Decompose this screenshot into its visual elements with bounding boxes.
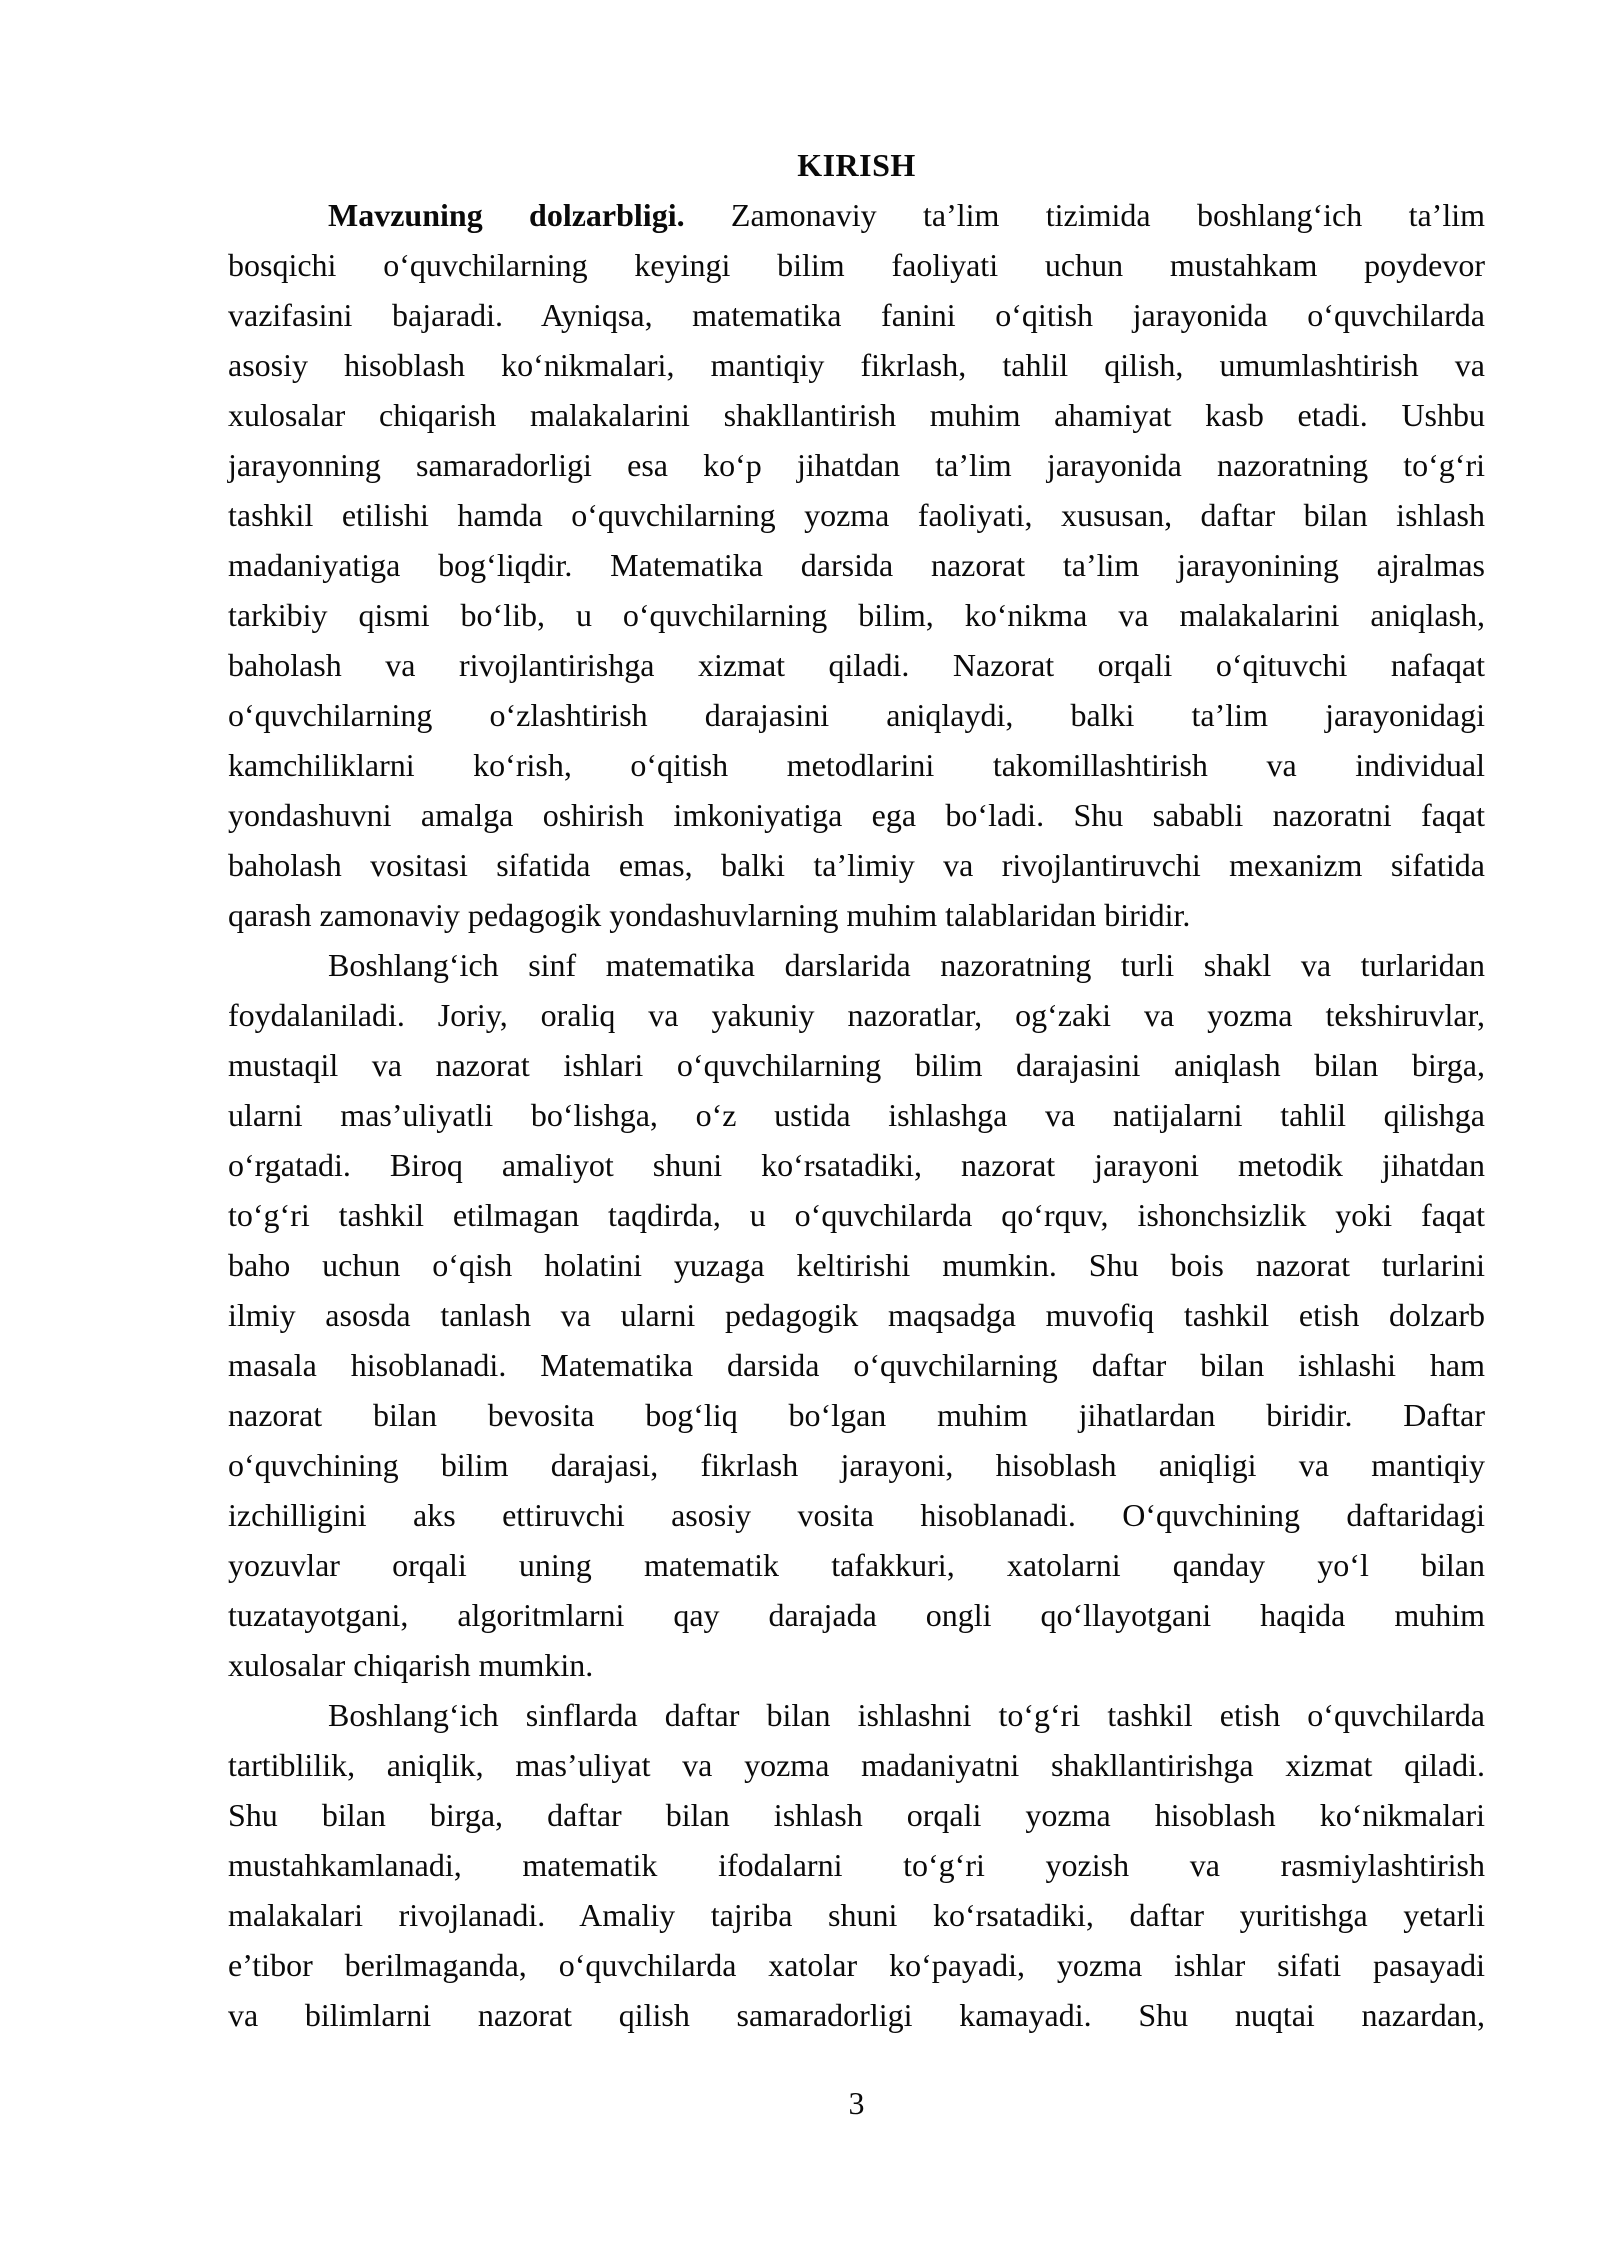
- text-line: va bilimlarni nazorat qilish samaradorligi kamayadi. Shu nuqtai nazardan,: [228, 1997, 1485, 2033]
- text-line: Boshlangʻich sinf matematika darslarida nazoratning turli shakl va turlaridan: [328, 947, 1485, 983]
- text-line: Boshlangʻich sinflarda daftar bilan ishlashni toʻgʻri tashkil etish oʻquvchilarda: [328, 1697, 1485, 1733]
- text-line: tartiblilik, aniqlik, mas’uliyat va yozma madaniyatni shakllantirishga xizmat qiladi.: [228, 1747, 1485, 1783]
- text-line: qarash zamonaviy pedagogik yondashuvlarning muhim talablaridan biridir.: [228, 897, 1191, 933]
- text-line: bosqichi oʻquvchilarning keyingi bilim faoliyati uchun mustahkam poydevor: [228, 247, 1485, 283]
- text-line: tarkibiy qismi boʻlib, u oʻquvchilarning bilim, koʻnikma va malakalarini aniqlash,: [228, 597, 1485, 633]
- text-line: baho uchun oʻqish holatini yuzaga keltirishi mumkin. Shu bois nazorat turlarini: [228, 1247, 1485, 1283]
- text-line: mustahkamlanadi, matematik ifodalarni toʻgʻri yozish va rasmiylashtirish: [228, 1847, 1485, 1883]
- text-line: ularni mas’uliyatli boʻlishga, oʻz ustida ishlashga va natijalarni tahlil qilishga: [228, 1097, 1485, 1133]
- text-line: kamchiliklarni koʻrish, oʻqitish metodlarini takomillashtirish va individual: [228, 747, 1485, 783]
- paragraph-1: [228, 190, 1485, 940]
- paragraph-2: [228, 940, 1485, 1690]
- text-line: madaniyatiga bogʻliqdir. Matematika darsida nazorat ta’lim jarayonining ajralmas: [228, 547, 1485, 583]
- text-line: izchilligini aks ettiruvchi asosiy vosita hisoblanadi. Oʻquvchining daftaridagi: [228, 1497, 1485, 1533]
- text-line: toʻgʻri tashkil etilmagan taqdirda, u oʻquvchilarda qoʻrquv, ishonchsizlik yoki faqat: [228, 1197, 1485, 1233]
- text-line: tuzatayotgani, algoritmlarni qay darajada ongli qoʻllayotgani haqida muhim: [228, 1597, 1485, 1633]
- text-line: oʻrgatadi. Biroq amaliyot shuni koʻrsatadiki, nazorat jarayoni metodik jihatdan: [228, 1147, 1485, 1183]
- text-line: yozuvlar orqali uning matematik tafakkuri, xatolarni qanday yoʻl bilan: [228, 1547, 1485, 1583]
- text-line: foydalaniladi. Joriy, oraliq va yakuniy nazoratlar, ogʻzaki va yozma tekshiruvlar,: [228, 997, 1485, 1033]
- text-line: vazifasini bajaradi. Ayniqsa, matematika fanini oʻqitish jarayonida oʻquvchilarda: [228, 297, 1485, 333]
- paragraph-3: [228, 1690, 1485, 2040]
- text-line: asosiy hisoblash koʻnikmalari, mantiqiy fikrlash, tahlil qilish, umumlashtirish va: [228, 347, 1485, 383]
- text-line: ilmiy asosda tanlash va ularni pedagogik maqsadga muvofiq tashkil etish dolzarb: [228, 1297, 1485, 1333]
- text-line: malakalari rivojlanadi. Amaliy tajriba shuni koʻrsatadiki, daftar yuritishga yetarli: [228, 1897, 1485, 1933]
- text-line: xulosalar chiqarish mumkin.: [228, 1647, 594, 1683]
- text-line: [228, 190, 1485, 240]
- text-line: xulosalar chiqarish malakalarini shakllantirish muhim ahamiyat kasb etadi. Ushbu: [228, 397, 1485, 433]
- text-line: Shu bilan birga, daftar bilan ishlash orqali yozma hisoblash koʻnikmalari: [228, 1797, 1485, 1833]
- paragraph-lead: Mavzuning dolzarbligi.: [328, 197, 685, 233]
- line-text: Zamonaviy ta’lim tizimida boshlangʻich ta’lim: [684, 197, 1486, 233]
- text-line: baholash va rivojlantirishga xizmat qiladi. Nazorat orqali oʻqituvchi nafaqat: [228, 647, 1485, 683]
- text-line: yondashuvni amalga oshirish imkoniyatiga ega boʻladi. Shu sababli nazoratni faqat: [228, 797, 1485, 833]
- text-line: jarayonning samaradorligi esa koʻp jihatdan ta’lim jarayonida nazoratning toʻgʻri: [228, 447, 1485, 483]
- text-line: nazorat bilan bevosita bogʻliq boʻlgan muhim jihatlardan biridir. Daftar: [228, 1397, 1485, 1433]
- text-line: baholash vositasi sifatida emas, balki ta’limiy va rivojlantiruvchi mexanizm sifatida: [228, 847, 1485, 883]
- text-line: oʻquvchining bilim darajasi, fikrlash jarayoni, hisoblash aniqligi va mantiqiy: [228, 1447, 1485, 1483]
- text-line: tashkil etilishi hamda oʻquvchilarning yozma faoliyati, xususan, daftar bilan ishlash: [228, 497, 1485, 533]
- text-line: oʻquvchilarning oʻzlashtirish darajasini aniqlaydi, balki ta’lim jarayonidagi: [228, 697, 1485, 733]
- text-line: masala hisoblanadi. Matematika darsida oʻquvchilarning daftar bilan ishlashi ham: [228, 1347, 1485, 1383]
- text-line: e’tibor berilmaganda, oʻquvchilarda xatolar koʻpayadi, yozma ishlar sifati pasayadi: [228, 1947, 1485, 1983]
- page-number: 3: [848, 2085, 865, 2121]
- text-line: mustaqil va nazorat ishlari oʻquvchilarning bilim darajasini aniqlash bilan birga,: [228, 1047, 1485, 1083]
- page-title: KIRISH: [797, 147, 916, 183]
